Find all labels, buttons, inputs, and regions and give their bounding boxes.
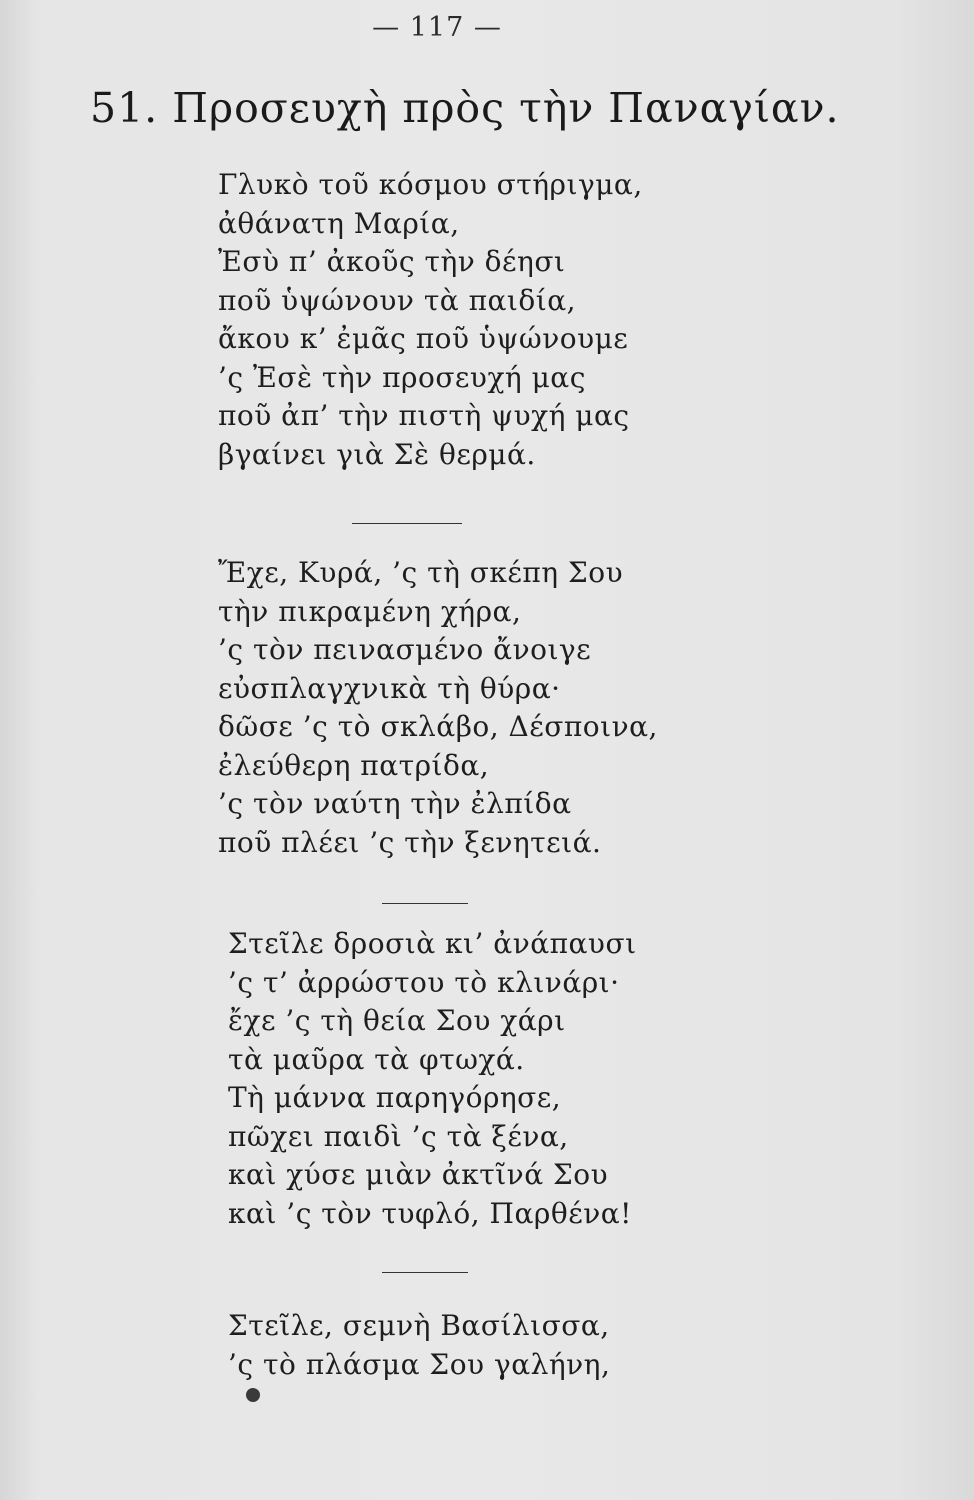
verse-line: Στεῖλε δροσιὰ κι’ ἀνάπαυσι (228, 927, 637, 960)
verse-line: δῶσε ’ς τὸ σκλάβο, Δέσποινα, (218, 710, 658, 743)
verse-line: τὴν πικραμένη χήρα, (218, 594, 522, 628)
stanza-3 (228, 925, 637, 1233)
stanza-divider (382, 1272, 468, 1273)
poem-title: 51. Προσευχὴ πρὸς τὴν Παναγίαν. (90, 84, 840, 132)
ink-blot (246, 1388, 260, 1402)
verse-line: ποῦ ἀπ’ τὴν πιστὴ ψυχή μας (218, 399, 630, 432)
verse-line: ’ς τὸ πλάσμα Σου γαλήνη, (228, 1347, 611, 1381)
verse-line: Στεῖλε, σεμνὴ Βασίλισσα, (228, 1309, 610, 1342)
verse-line: Ἔχε, Κυρά, ’ς τὴ σκέπη Σου (218, 556, 624, 589)
verse-line: ἐλεύθερη πατρίδα, (218, 748, 490, 782)
verse-line: ἔχε ’ς τὴ θεία Σου χάρι (228, 1004, 566, 1037)
verse-line: ποῦ πλέει ’ς τὴν ξενητειά. (218, 825, 602, 859)
verse-line: ’ς τὸν πεινασμένο ἄνοιγε (218, 633, 592, 666)
verse-line: βγαίνει γιὰ Σὲ θερμά. (218, 437, 536, 471)
verse-line: ποῦ ὑψώνουν τὰ παιδία, (218, 283, 577, 317)
verse-line: Γλυκὸ τοῦ κόσμου στήριγμα, (218, 168, 643, 201)
verse-line: ’ς τ’ ἀρρώστου τὸ κλινάρι· (228, 965, 620, 999)
stanza-divider (352, 523, 462, 524)
verse-line: εὐσπλαγχνικὰ τὴ θύρα· (218, 671, 561, 705)
verse-line: ’ς Ἐσὲ τὴν προσευχή μας (218, 360, 586, 394)
verse-line: Ἐσὺ π’ ἀκοῦς τὴν δέησι (218, 245, 566, 278)
verse-line: ’ς τὸν ναύτη τὴν ἐλπίδα (218, 787, 572, 820)
stanza-divider (382, 903, 468, 904)
page-number: — 117 — (372, 12, 502, 43)
verse-line: καὶ χύσε μιὰν ἀκτῖνά Σου (228, 1158, 609, 1191)
verse-line: πῶχει παιδὶ ’ς τὰ ξένα, (228, 1119, 569, 1153)
stanza-1 (218, 166, 643, 474)
verse-line: καὶ ’ς τὸν τυφλό, Παρθένα! (228, 1196, 632, 1230)
verse-line: τὰ μαῦρα τὰ φτωχά. (228, 1042, 525, 1076)
verse-line: ἄκου κ’ ἐμᾶς ποῦ ὑψώνουμε (218, 322, 629, 355)
verse-line: ἀθάνατη Μαρία, (218, 206, 460, 240)
stanza-4 (228, 1307, 610, 1384)
verse-line: Τὴ μάννα παρηγόρησε, (228, 1081, 562, 1114)
stanza-2 (218, 554, 658, 862)
